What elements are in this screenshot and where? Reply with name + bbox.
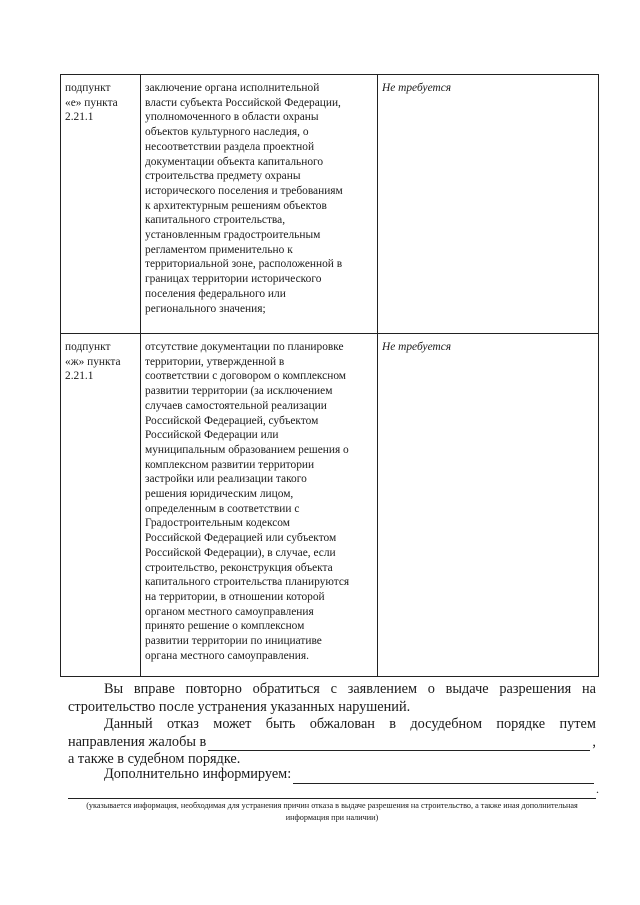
appeal-authority-blank[interactable] [208,735,590,751]
appeal-end-text: а также в судебном порядке. [68,751,241,768]
refusal-ground-description: отсутствие документации по планировке территории, утвержденной в соответствии с договором о комплексном развитии территории (за исключением случаев самостоятельной реализации Российской Федерацией, субъектом Российской Федерации или муниципальным образованием решения о комплексном развитии территории застройки или реализации такого решения юридическим лицом, определенным в соответствии с Градостроительным кодексом Российской Федерацией или субъектом Российской Федерации), в случае, если строительство, реконструкция объекта капитального строительства планируются на территории, в отношении которой органом местного самоуправления принято решение о комплексном развитии территории по инициативе органа местного самоуправления. [141,334,378,677]
appeal-to-text: направления жалобы в [68,733,207,750]
footnote-text: (указывается информация, необходимая для устранения причин отказа в выдаче разрешения на строительство, а также иная дополнительная информация при наличии) [86,801,578,822]
appeal-line-1 [68,716,596,734]
clause-decision: Не требуется [378,334,599,677]
additional-info-label: Дополнительно информируем: [104,766,292,782]
clause-reference: подпункт «е» пункта 2.21.1 [61,75,141,334]
appeal-line-2 [68,734,596,752]
refusal-grounds-table [60,74,599,677]
table-row [61,334,599,677]
appeal-paragraph [68,716,596,769]
clause-reference: подпункт «ж» пункта 2.21.1 [61,334,141,677]
table-row [61,75,599,334]
clause-decision: Не требуется [378,75,599,334]
refusal-ground-description: заключение органа исполнительной власти субъекта Российской Федерации, уполномоченного в области охраны объектов культурного наследия, о несоответствии раздела проектной документации объекта капитального строительства предмету охраны исторического поселения и требованиям к архитектурным решениям объектов капитального строительства, установленным градостроительным регламентом применительно к территориальной зоне, расположенной в границах территории исторического поселения федерального или регионального значения; [141,75,378,334]
additional-info-blank[interactable] [293,768,594,784]
reapply-text: Вы вправе повторно обратиться с заявлением о выдаче разрешения на строительство после устранения указанных нарушений. [68,681,596,715]
additional-info-period: . [596,782,599,796]
footnote-divider [68,798,596,799]
appeal-start-text: Данный отказ может быть обжалован в досудебном порядке путем [104,716,596,732]
appeal-comma: , [592,733,596,750]
additional-info-paragraph [68,766,596,784]
reapply-paragraph [68,681,596,716]
